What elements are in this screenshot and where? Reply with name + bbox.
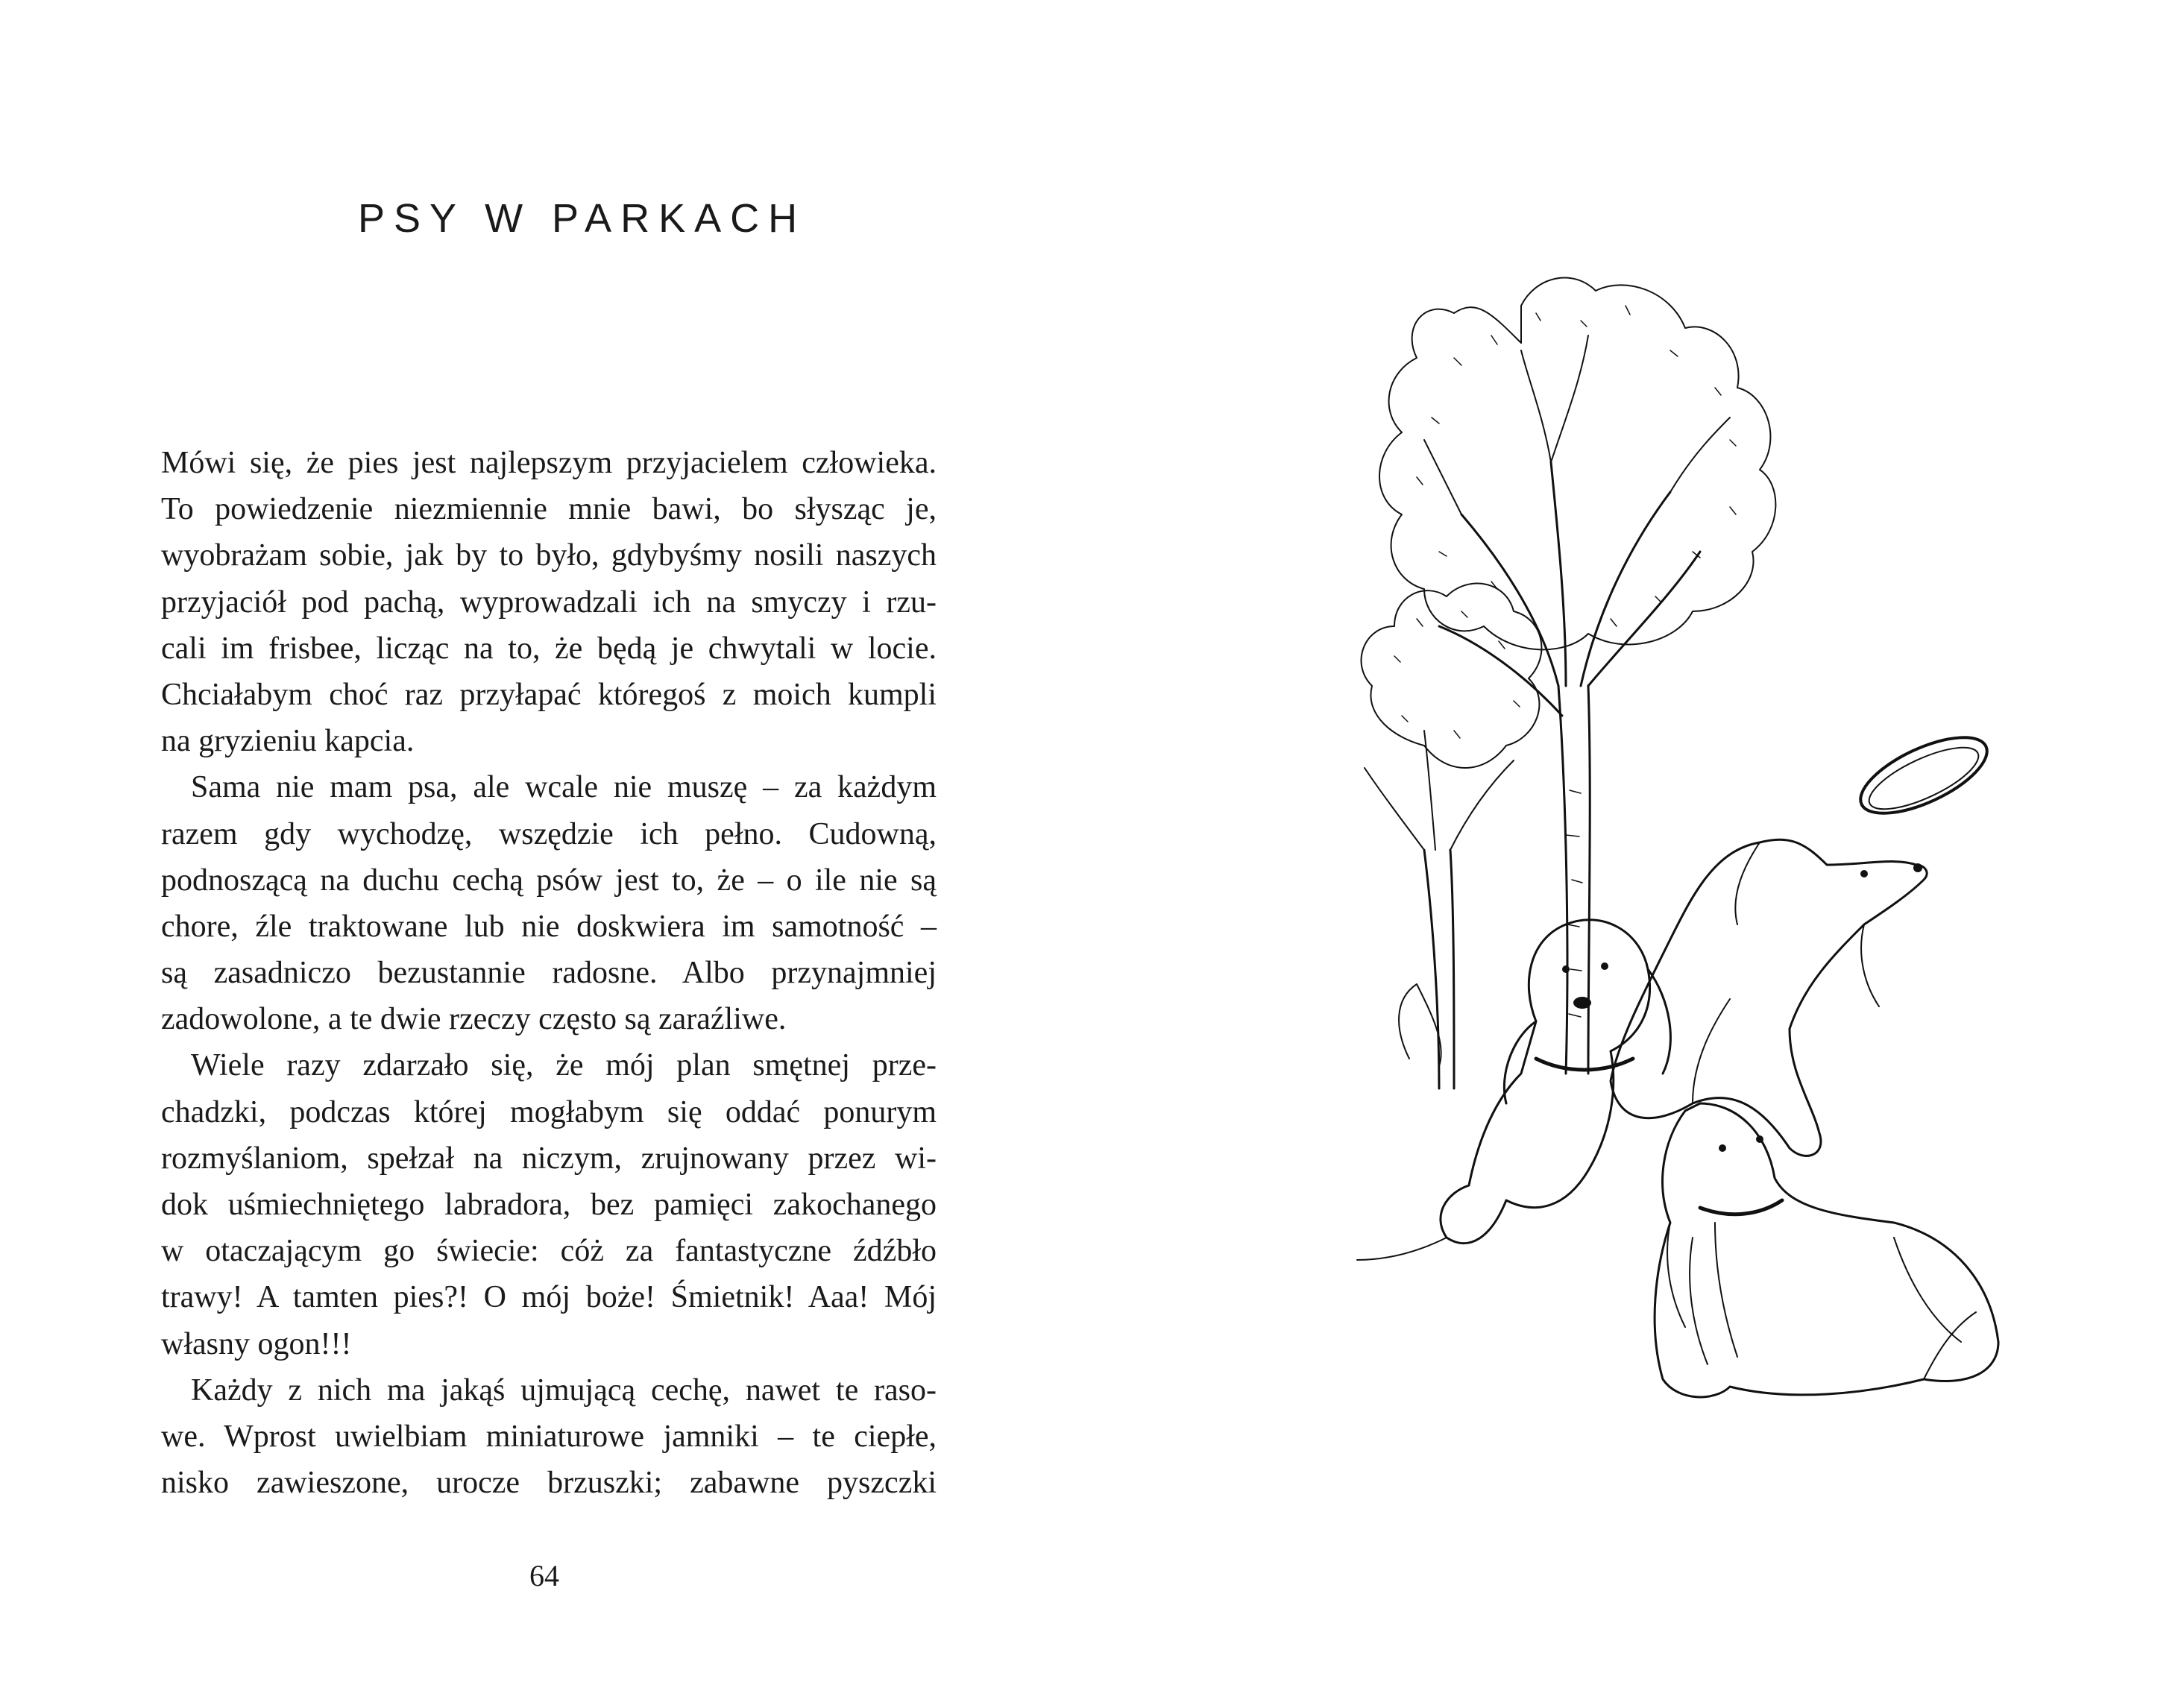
- frisbee-icon: [1850, 722, 1997, 828]
- text-line: wyobrażam sobie, jak by to było, gdybyśmy nosili naszych: [161, 538, 937, 573]
- text-line: własny ogon!!!: [161, 1326, 352, 1361]
- labrador-icon: [1611, 839, 1927, 1156]
- text-line: nisko zawieszone, urocze brzuszki; zabawne pyszczki: [161, 1466, 937, 1501]
- text-line: zadowolone, a te dwie rzeczy często są zaraźliwe.: [161, 1002, 787, 1037]
- chapter-title: PSY W PARKACH: [358, 196, 807, 241]
- dachshund-icon: [1357, 920, 1670, 1260]
- text-line: na gryzieniu kapcia.: [161, 724, 415, 759]
- illustration-icon: [1342, 268, 2043, 1506]
- tall-tree-icon: [1379, 278, 1775, 1074]
- text-line: Chciałabym choć raz przyłapać któregoś z moich kumpli: [161, 677, 937, 712]
- text-line: rozmyślaniom, spełzał na niczym, zrujnowany przez wi-: [161, 1141, 937, 1176]
- text-line: przyjaciół pod pachą, wyprowadzali ich na smyczy i rzu-: [161, 584, 937, 620]
- longhaired-dachshund-icon: [1655, 1103, 1998, 1397]
- text-line: we. Wprost uwielbiam miniaturowe jamniki – te ciepłe,: [161, 1419, 937, 1454]
- text-line: podnoszącą na duchu cechą psów jest to, że – o ile nie są: [161, 863, 937, 898]
- text-line: Sama nie mam psa, ale wcale nie muszę – za każdym: [191, 770, 937, 805]
- trees-dogs-frisbee-illustration: [1342, 268, 2043, 1506]
- text-line: dok uśmiechniętego labradora, bez pamięci zakochanego: [161, 1188, 937, 1222]
- text-line: są zasadniczo bezustannie radosne. Albo przynajmniej: [161, 956, 937, 991]
- text-line: To powiedzenie niezmiennie mnie bawi, bo słysząc je,: [161, 492, 937, 527]
- small-tree-icon: [1362, 584, 1542, 1088]
- text-line: chore, źle traktowane lub nie doskwiera im samotność –: [161, 909, 937, 944]
- text-line: razem gdy wychodzę, wszędzie ich pełno. Cudowną,: [161, 816, 937, 851]
- page-number: 64: [529, 1559, 559, 1592]
- body-text: [161, 440, 937, 1506]
- text-line: cali im frisbee, licząc na to, że będą je chwytali w locie.: [161, 631, 937, 666]
- text-line: Każdy z nich ma jakąś ujmującą cechę, nawet te raso-: [191, 1373, 937, 1408]
- text-line: Mówi się, że pies jest najlepszym przyjacielem człowieka.: [161, 446, 937, 480]
- text-line: w otaczającym go świecie: cóż za fantastyczne źdźbło: [161, 1234, 937, 1269]
- text-line: trawy! A tamten pies?! O mój boże! Śmietnik! Aaa! Mój: [161, 1280, 937, 1315]
- text-line: Wiele razy zdarzało się, że mój plan smętnej prze-: [191, 1048, 937, 1083]
- text-line: chadzki, podczas której mogłabym się oddać ponurym: [161, 1094, 937, 1129]
